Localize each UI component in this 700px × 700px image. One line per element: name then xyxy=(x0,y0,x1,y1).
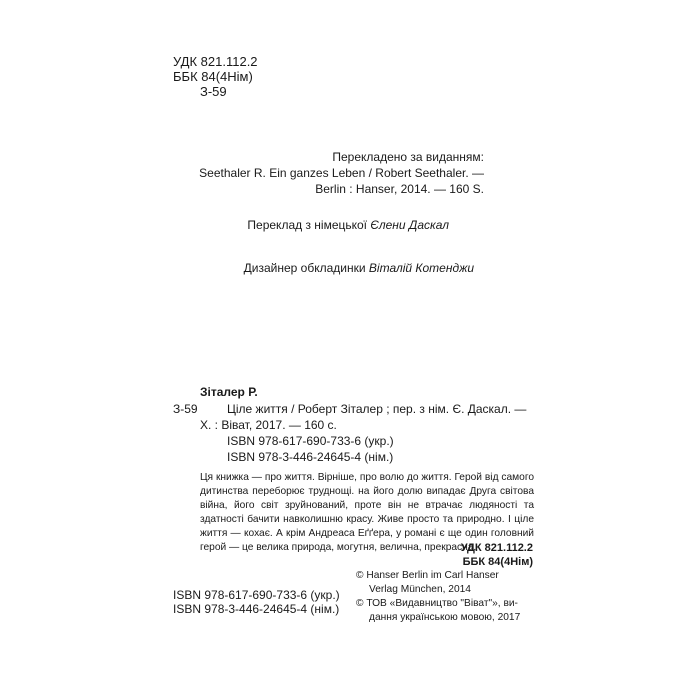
cover-designer-name: Віталій Котенджи xyxy=(368,261,474,275)
bbk-code: ББК 84(4Нім) xyxy=(173,69,253,84)
annotation-text: Ця книжка — про життя. Вірніше, про волю до життя. Герой від самого дитинства переборює труднощі. на його долю випадає Друга світова війна, його світ зруйнований, проте він не втрачає людяності та здатності бачити навколишню красу. Живе просто та природно. І ціле життя — кохає. А крім Андреаса Еґґера, у романі є ще один головний герой — це велика природа, могутня, велична, прекрасна. xyxy=(200,472,534,553)
isbn-ger: ISBN 978-3-446-24645-4 (нім.) xyxy=(173,602,340,616)
author-mark: З-59 xyxy=(200,84,227,99)
copyright-line2: Verlag München, 2014 xyxy=(369,584,471,595)
original-edition-line1: Перекладено за виданням: xyxy=(332,150,484,164)
original-edition-line3: Berlin : Hanser, 2014. — 160 S. xyxy=(315,182,484,196)
copyright-line4: дання українською мовою, 2017 xyxy=(369,612,521,623)
cover-designer-prefix: Дизайнер обкладинки xyxy=(243,261,369,275)
catalog-author: Зіталер Р. xyxy=(200,385,258,399)
copyright-line3: © ТОВ «Видавництво "Віват"», ви- xyxy=(356,598,518,609)
catalog-author-mark: З-59 xyxy=(173,402,198,416)
catalog-imprint-line: Х. : Віват, 2017. — 160 с. xyxy=(200,418,337,432)
footer-udc-code: УДК 821.112.2 xyxy=(460,542,533,554)
catalog-isbn-ukr: ISBN 978-617-690-733-6 (укр.) xyxy=(227,434,394,448)
translator-prefix: Переклад з німецької xyxy=(247,218,371,232)
footer-bbk-code: ББК 84(4Нім) xyxy=(462,556,533,568)
copyright-line1: © Hanser Berlin im Carl Hanser xyxy=(356,570,499,581)
catalog-title-line: Ціле життя / Роберт Зіталер ; пер. з нім. Є. Даскал. — xyxy=(227,402,527,416)
translator-line xyxy=(150,218,449,233)
udc-code: УДК 821.112.2 xyxy=(173,54,258,69)
isbn-ukr: ISBN 978-617-690-733-6 (укр.) xyxy=(173,588,340,602)
catalog-isbn-ger: ISBN 978-3-446-24645-4 (нім.) xyxy=(227,450,394,464)
cover-designer-line xyxy=(150,261,474,276)
original-edition-line2: Seethaler R. Ein ganzes Leben / Robert Seethaler. — xyxy=(199,166,484,180)
translator-name: Єлени Даскал xyxy=(370,218,449,232)
